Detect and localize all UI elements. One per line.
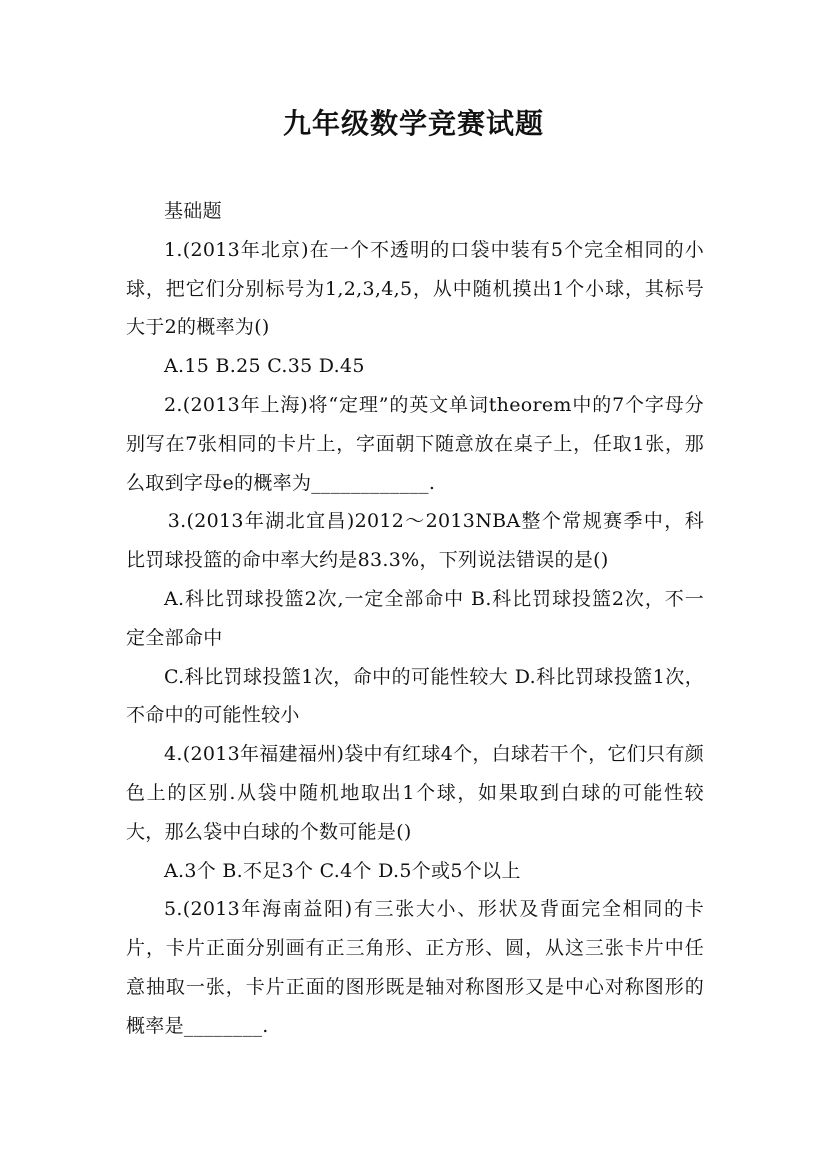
question-3-options-ab: A.科比罚球投篮2次,一定全部命中 B.科比罚球投篮2次，不一定全部命中 — [126, 587, 704, 649]
question-3: 3.(2013年湖北宜昌)2012～2013NBA整个常规赛季中，科比罚球投篮的命中率大约是83.3%，下列说法错误的是() — [126, 510, 704, 572]
question-2: 2.(2013年上海)将“定理”的英文单词theorem中的7个字母分别写在7张相同的卡片上，字面朝下随意放在桌子上，任取1张，那么取到字母e的概率为____________. — [126, 393, 704, 494]
question-3-options-cd: C.科比罚球投篮1次，命中的可能性较大 D.科比罚球投篮1次，不命中的可能性较小 — [126, 665, 704, 727]
section-heading: 基础题 — [164, 200, 222, 222]
question-1-options: A.15 B.25 C.35 D.45 — [164, 355, 365, 378]
question-1: 1.(2013年北京)在一个不透明的口袋中装有5个完全相同的小球，把它们分别标号为1,2,3,4,5，从中随机摸出1个小球，其标号大于2的概率为() — [126, 238, 704, 339]
question-5: 5.(2013年海南益阳)有三张大小、形状及背面完全相同的卡片，卡片正面分别画有正三角形、正方形、圆，从这三张卡片中任意抽取一张，卡片正面的图形既是轴对称图形又是中心对称图形的概率是________. — [126, 898, 704, 1037]
question-4-options: A.3个 B.不足3个 C.4个 D.5个或5个以上 — [164, 859, 521, 882]
page-title: 九年级数学竞赛试题 — [282, 107, 544, 140]
question-4: 4.(2013年福建福州)袋中有红球4个，白球若干个，它们只有颜色上的区别.从袋中随机地取出1个球，如果取到白球的可能性较大，那么袋中白球的个数可能是() — [126, 743, 704, 843]
document-body — [126, 192, 704, 1046]
